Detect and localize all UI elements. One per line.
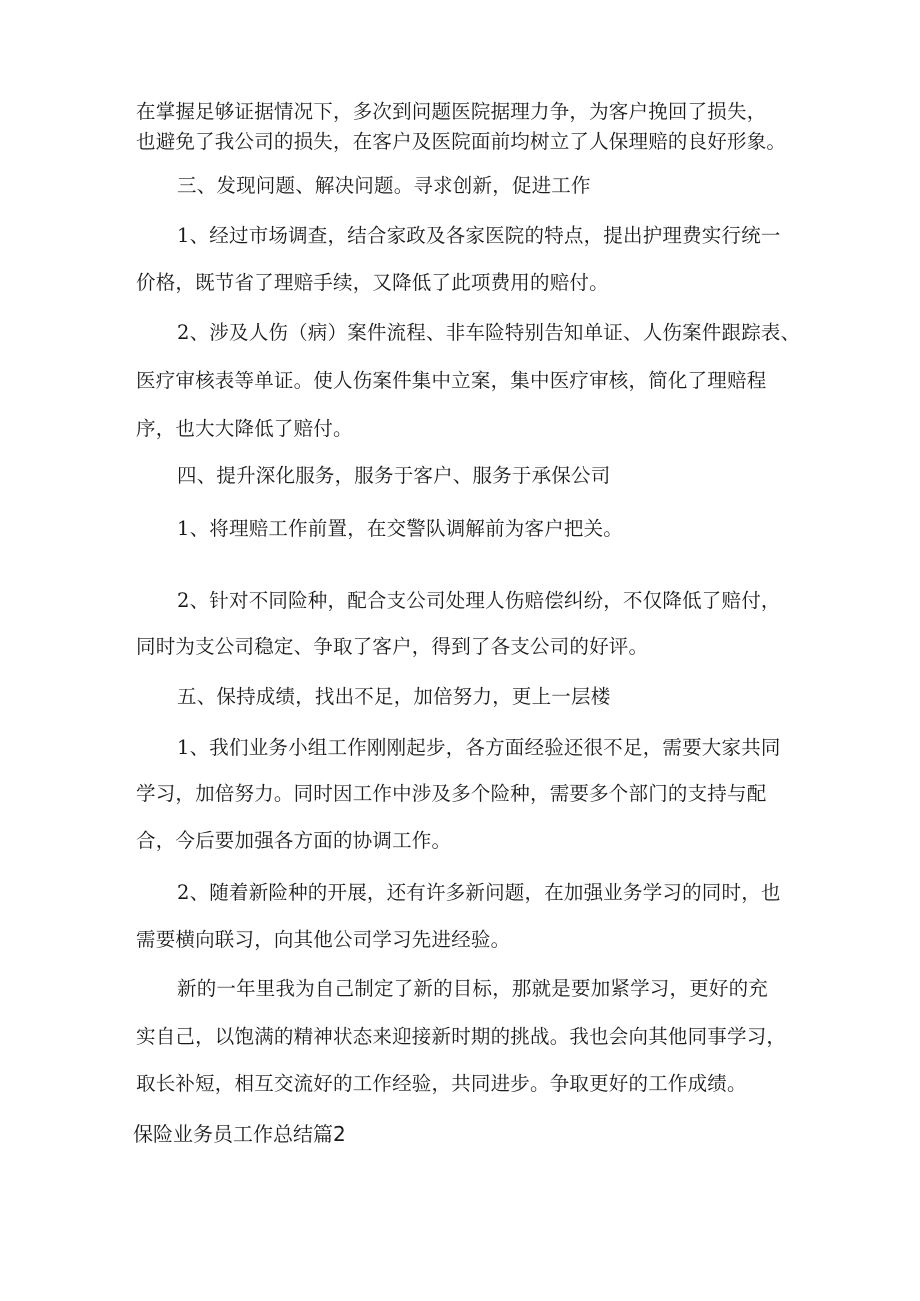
section-heading-five: 五、保持成绩，找出不足，加倍努力，更上一层楼: [177, 685, 611, 708]
paragraph-line: 同时为支公司稳定、争取了客户，得到了各支公司的好评。: [136, 635, 649, 658]
paragraph-line: 也避免了我公司的损失，在客户及医院面前均树立了人保理赔的良好形象。: [136, 130, 787, 153]
paragraph-line: 实自己，以饱满的精神状态来迎接新时期的挑战。我也会向其他同事学习，: [136, 1025, 787, 1048]
paragraph-line: 序，也大大降低了赔付。: [136, 417, 353, 440]
paragraph-line: 需要横向联习，向其他公司学习先进经验。: [136, 928, 511, 951]
paragraph-line: 在掌握足够证据情况下，多次到问题医院据理力争，为客户挽回了损失，: [136, 100, 767, 123]
paragraph-line: 价格，既节省了理赔手续，又降低了此项费用的赔付。: [136, 271, 609, 294]
paragraph-line: 2、涉及人伤（病）案件流程、非车险特别告知单证、人伤案件跟踪表、: [177, 321, 801, 344]
paragraph-line: 2、随着新险种的开展，还有许多新问题，在加强业务学习的同时，也: [177, 881, 781, 904]
paragraph-line: 取长补短，相互交流好的工作经验，共同进步。争取更好的工作成绩。: [136, 1072, 747, 1095]
paragraph-line: 1、我们业务小组工作刚刚起步，各方面经验还很不足，需要大家共同: [177, 736, 781, 759]
paragraph-line: 学习，加倍努力。同时因工作中涉及多个险种，需要多个部门的支持与配: [136, 782, 767, 805]
section-title: 保险业务员工作总结篇2: [133, 1122, 346, 1146]
section-heading-four: 四、提升深化服务，服务于客户、服务于承保公司: [177, 464, 611, 487]
paragraph-line: 2、针对不同险种，配合支公司处理人伤赔偿纠纷，不仅降低了赔付，: [177, 589, 781, 612]
paragraph-line: 新的一年里我为自己制定了新的目标，那就是要加紧学习，更好的充: [177, 977, 769, 1000]
paragraph-line: 医疗审核表等单证。使人伤案件集中立案，集中医疗审核，简化了理赔程: [136, 369, 767, 392]
paragraph-line: 1、将理赔工作前置，在交警队调解前为客户把关。: [177, 517, 624, 540]
paragraph-line: 合，今后要加强各方面的协调工作。: [136, 829, 452, 852]
paragraph-line: 1、经过市场调查，结合家政及各家医院的特点，提出护理费实行统一: [177, 224, 781, 247]
section-heading-three: 三、发现问题、解决问题。寻求创新，促进工作: [177, 174, 591, 197]
